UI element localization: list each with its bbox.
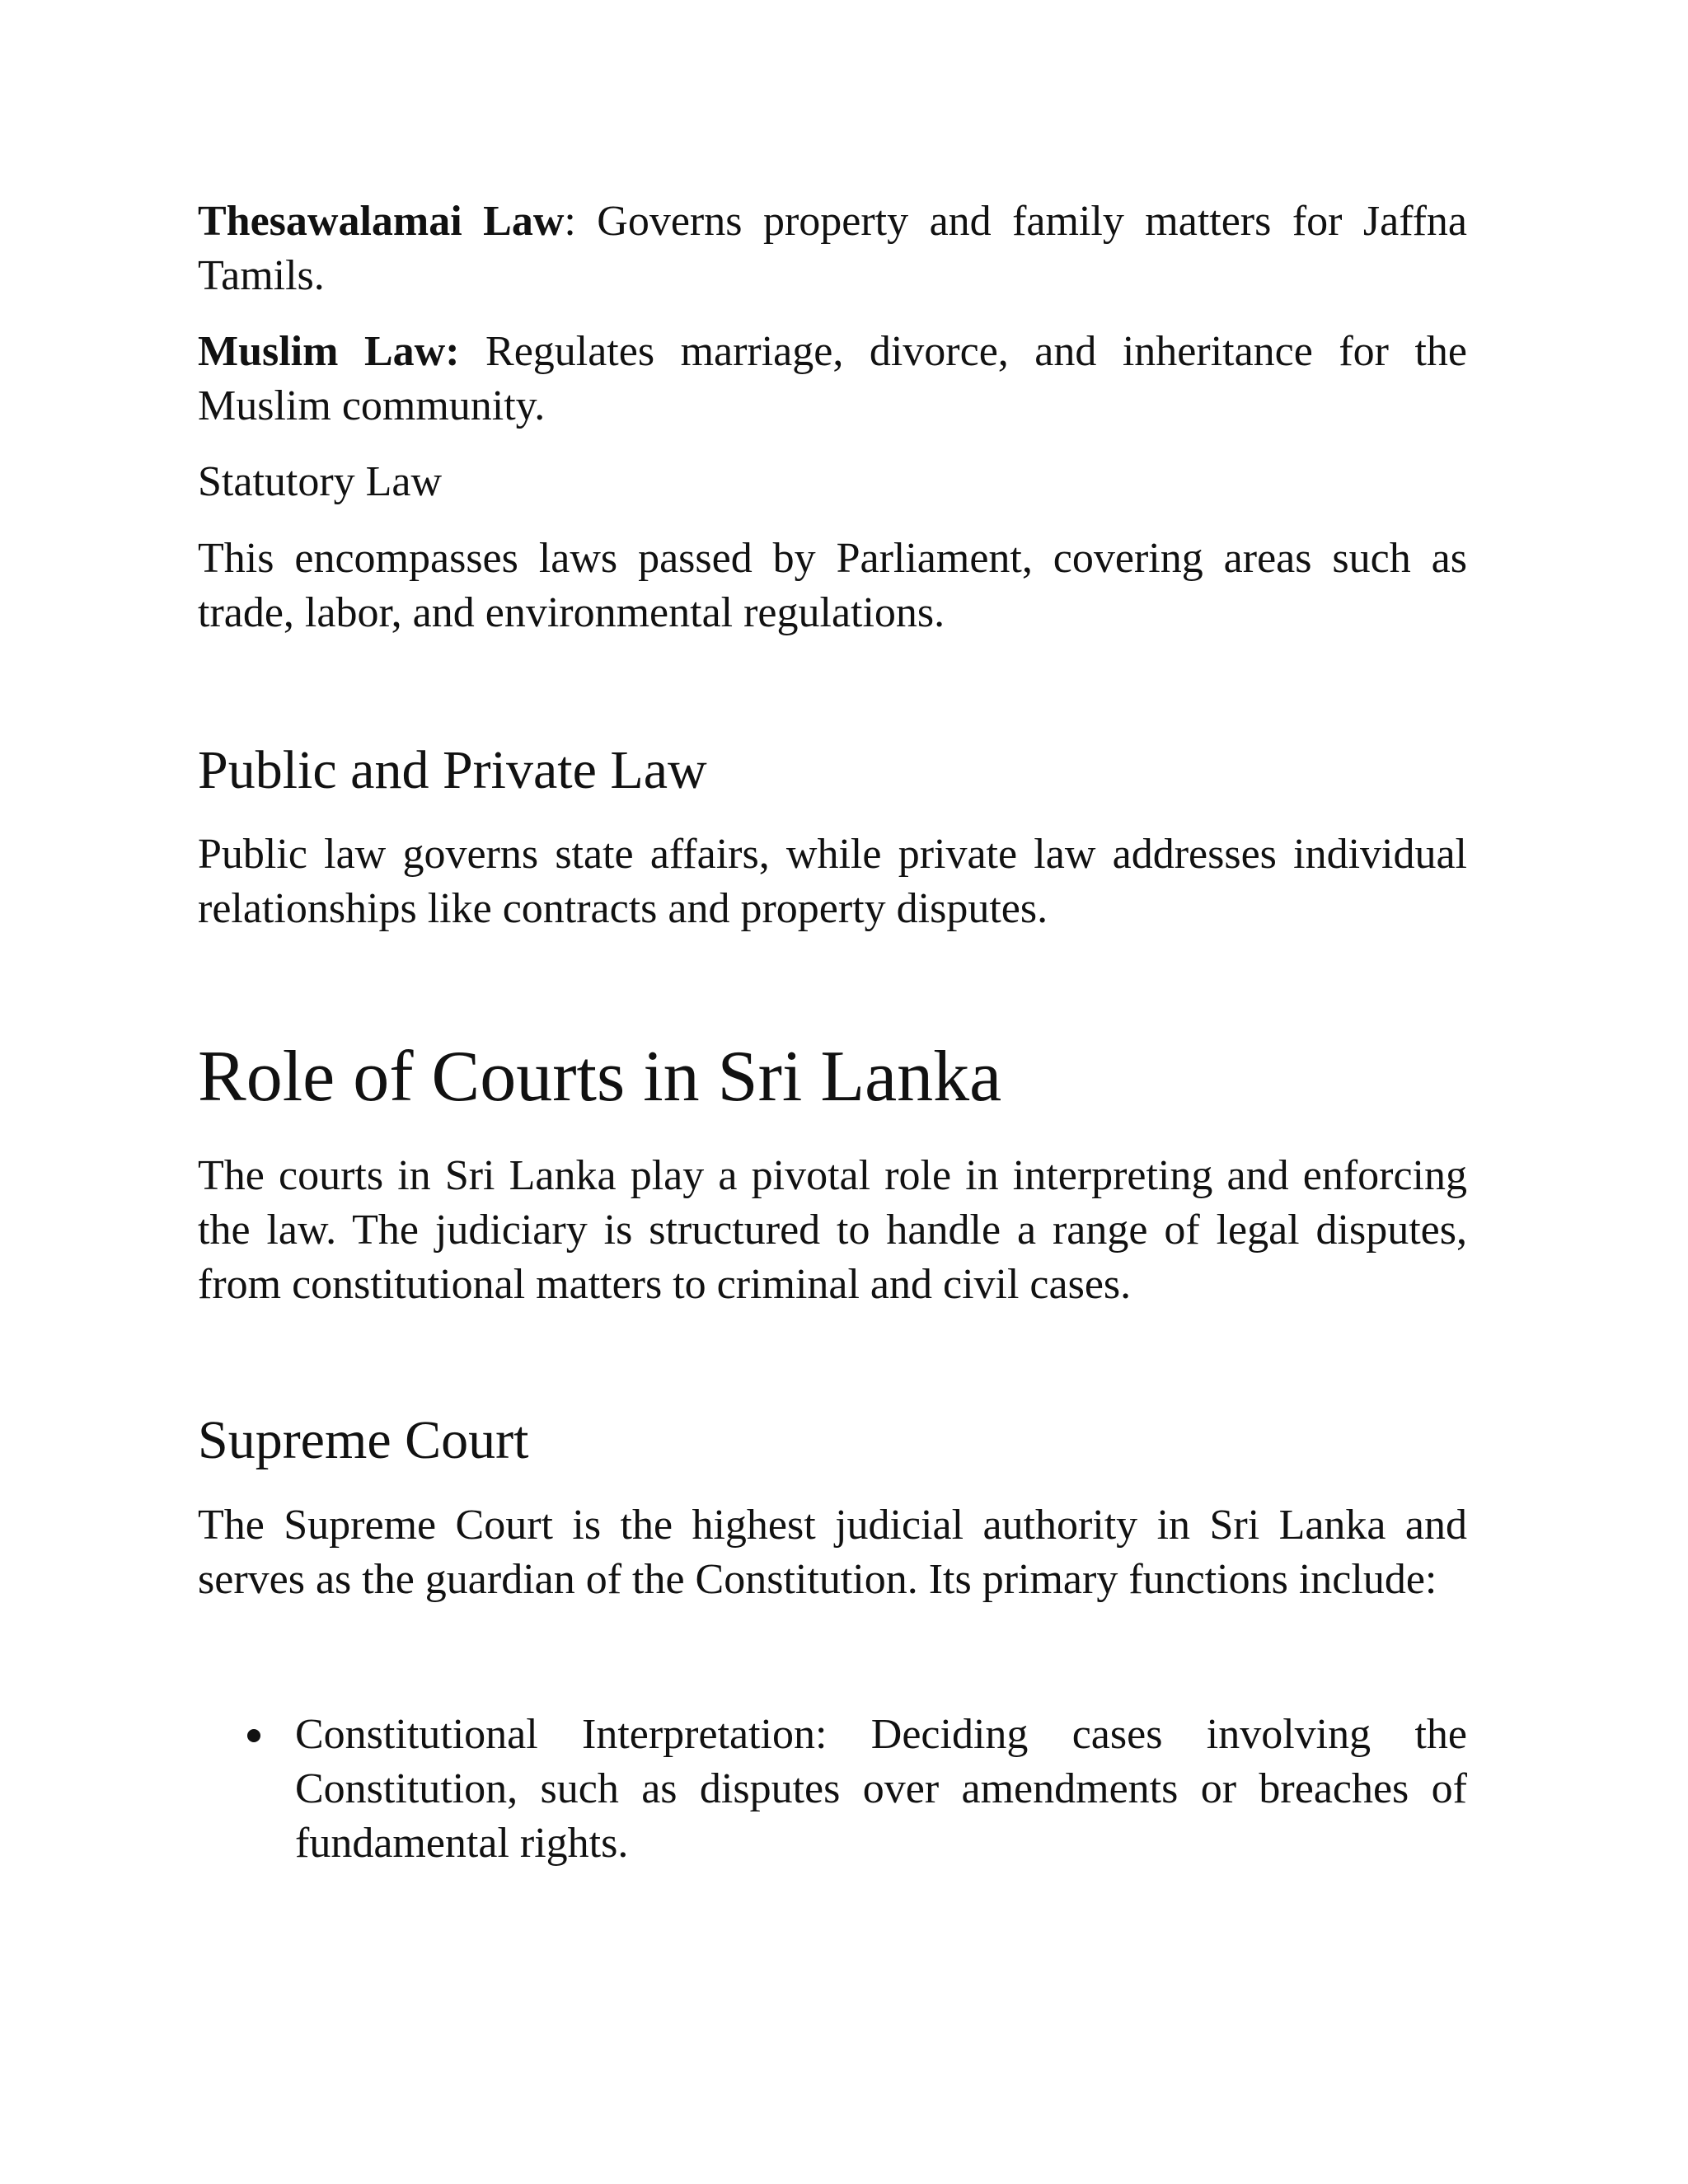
public-private-law-paragraph: Public law governs state affairs, while private law addresses individual relationships like contracts and property disputes. bbox=[198, 831, 1467, 932]
thesawalamai-term: Thesawalamai Law bbox=[198, 198, 565, 245]
muslim-law-term: Muslim Law: bbox=[198, 328, 460, 375]
thesawalamai-text: : Governs property and family matters for Jaffna Tamils. bbox=[198, 198, 1468, 299]
role-of-courts-paragraph: The courts in Sri Lanka play a pivotal role in interpreting and enforcing the law. The judiciary is structured to handle a range of legal disputes, from constitutional matters to criminal and civil cases. bbox=[198, 1152, 1467, 1308]
bullet-icon bbox=[247, 1729, 260, 1742]
public-private-law-heading: Public and Private Law bbox=[198, 740, 707, 800]
supreme-court-paragraph: The Supreme Court is the highest judicial authority in Sri Lanka and serves as the guardian of the Constitution. Its primary functions include: bbox=[198, 1502, 1467, 1603]
role-of-courts-heading: Role of Courts in Sri Lanka bbox=[198, 1037, 1002, 1117]
bullet-text: Constitutional Interpretation: Deciding cases involving the Constitution, such as disputes over amendments or breaches of fundamental rights. bbox=[295, 1711, 1467, 1867]
supreme-court-heading: Supreme Court bbox=[198, 1410, 529, 1470]
muslim-law-paragraph bbox=[198, 325, 1467, 434]
muslim-law-text: Regulates marriage, divorce, and inheritance for the Muslim community. bbox=[198, 328, 1468, 429]
thesawalamai-paragraph bbox=[198, 194, 1467, 303]
statutory-law-heading: Statutory Law bbox=[198, 458, 443, 505]
statutory-law-paragraph: This encompasses laws passed by Parliament, covering areas such as trade, labor, and environmental regulations. bbox=[198, 535, 1467, 636]
